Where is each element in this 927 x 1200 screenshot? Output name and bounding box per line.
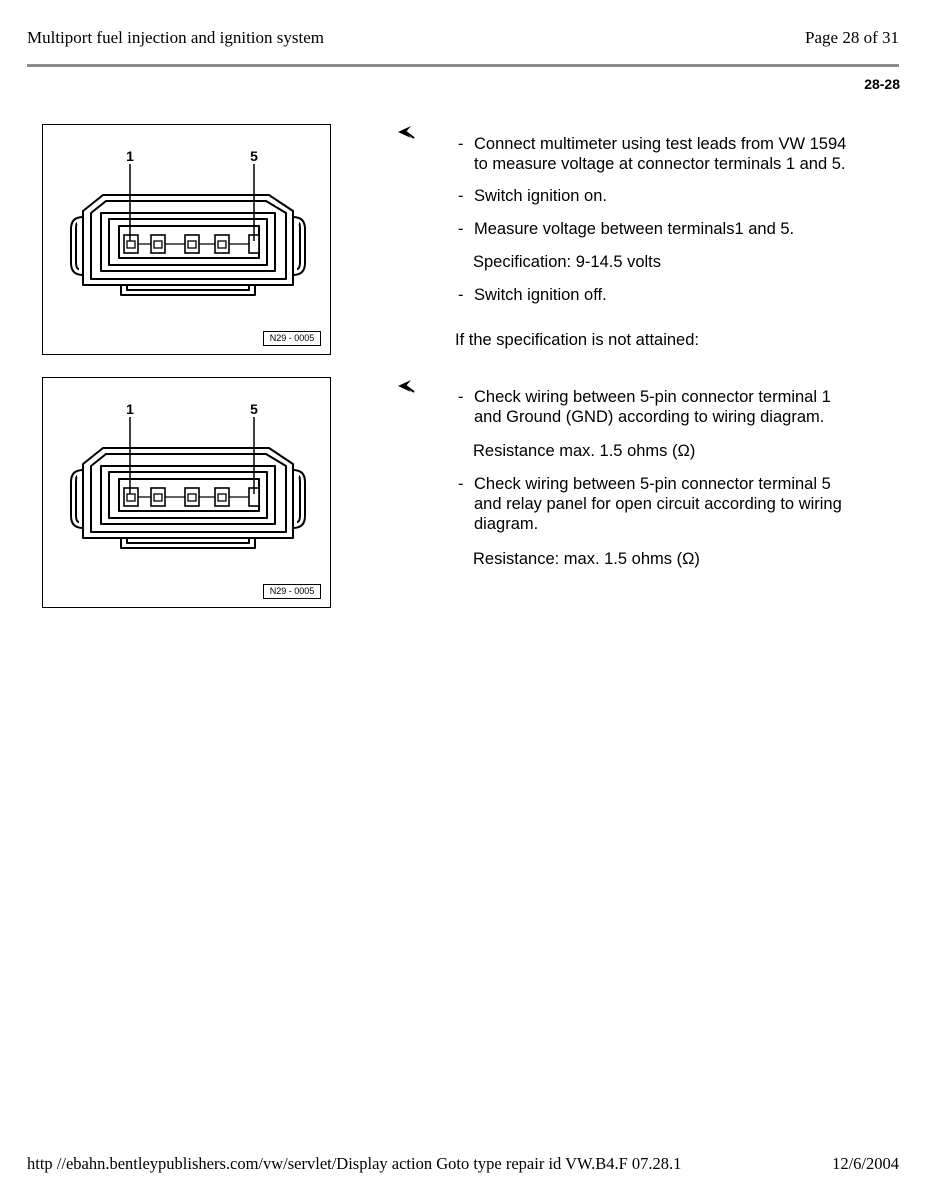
step-switch-ignition-on: - Switch ignition on.	[458, 187, 607, 205]
terminal-1-label: 1	[126, 401, 134, 417]
figure-code: N29 - 0005	[263, 331, 321, 346]
if-not-attained-note: If the specification is not attained:	[455, 331, 699, 349]
section-number: 28-28	[864, 76, 900, 92]
terminal-5-label: 5	[250, 401, 258, 417]
page-footer	[27, 1154, 899, 1174]
page-number: Page 28 of 31	[805, 28, 899, 47]
connector-drawing-2	[43, 378, 332, 609]
terminal-1-label: 1	[126, 148, 134, 164]
step-connect-multimeter: - Connect multimeter using test leads from VW 1594 to measure voltage at connector terminals 1 and 5.	[458, 135, 847, 173]
figure-code: N29 - 0005	[263, 584, 321, 599]
print-date: 12/6/2004	[832, 1154, 899, 1173]
voltage-specification: Specification: 9-14.5 volts	[473, 253, 662, 271]
resistance-spec-2: Resistance: max. 1.5 ohms (Ω)	[473, 550, 700, 568]
arrow-pointer-icon	[397, 378, 417, 394]
arrow-pointer-icon	[397, 124, 417, 140]
terminal-5-label: 5	[250, 148, 258, 164]
step-switch-ignition-off: - Switch ignition off.	[458, 286, 607, 304]
document-title: Multiport fuel injection and ignition system	[27, 28, 324, 47]
step-check-wiring-terminal-1: - Check wiring between 5-pin connector terminal 1 and Ground (GND) according to wiring diagram.	[458, 388, 831, 426]
step-measure-voltage: - Measure voltage between terminals1 and 5.	[458, 220, 795, 238]
resistance-spec-1: Resistance max. 1.5 ohms (Ω)	[473, 442, 696, 460]
connector-figure-2	[42, 377, 331, 608]
connector-figure-1	[42, 124, 331, 355]
header-divider	[27, 64, 899, 67]
step-check-wiring-terminal-5: - Check wiring between 5-pin connector terminal 5 and relay panel for open circuit according to wiring diagram.	[458, 475, 842, 533]
source-url: http //ebahn.bentleypublishers.com/vw/servlet/Display action Goto type repair id VW.B4.F 07.28.1	[27, 1154, 682, 1173]
connector-drawing-1	[43, 125, 332, 356]
